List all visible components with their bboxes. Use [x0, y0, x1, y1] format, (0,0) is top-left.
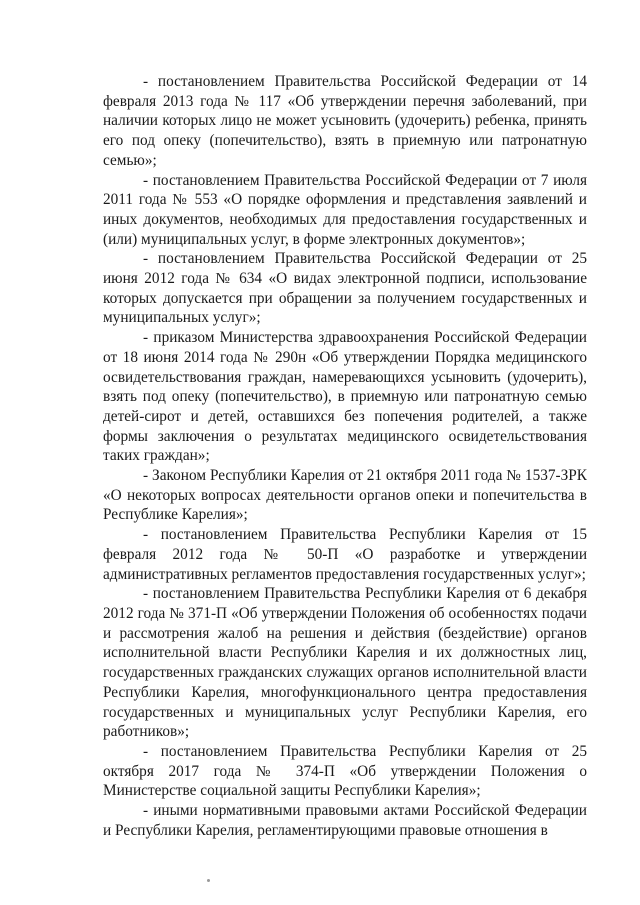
- legal-act-item: - Законом Республики Карелия от 21 октября 2011 года № 1537-ЗРК «О некоторых вопросах деятельности органов опеки и попечительства в Республике Карелия»;: [103, 467, 587, 524]
- legal-act-item: - постановлением Правительства Российской Федерации от 7 июля 2011 года № 553 «О порядке оформления и представления заявлений и иных документов, необходимых для предоставления государственных и (или) муниципальных услуг, в форме электронных документов»;: [103, 171, 587, 248]
- legal-act-item: - приказом Министерства здравоохранения Российской Федерации от 18 июня 2014 года № 290н «Об утверждении Порядка медицинского освидетельствования граждан, намеревающихся усыновить (удочерить), взять под опеку (попечительство), в приемную или патронатную семью детей-сирот и детей, оставшихся без попечения родителей, а также формы заключения о результатах медицинского освидетельствования таких граждан»;: [103, 329, 587, 465]
- legal-act-item: - иными нормативными правовыми актами Российской Федерации и Республики Карелия, регламентирующими правовые отношения в: [103, 802, 587, 839]
- legal-act-item: - постановлением Правительства Республики Карелия от 15 февраля 2012 года № 50-П «О разработке и утверждении административных регламентов предоставления государственных услуг»;: [103, 526, 587, 583]
- scan-speck: [207, 879, 210, 882]
- legal-act-item: - постановлением Правительства Российской Федерации от 14 февраля 2013 года № 117 «Об утверждении перечня заболеваний, при наличии которых лицо не может усыновить (удочерить) ребенка, принять его под опеку (попечительство), взять в приемную или патронатную семью»;: [103, 73, 587, 169]
- legal-act-item: - постановлением Правительства Республики Карелия от 6 декабря 2012 года № 371-П «Об утверждении Положения об особенностях подачи и рассмотрения жалоб на решения и действия (бездействие) органов исполнительной власти Республики Карелия и их должностных лиц, государственных гражданских служащих органов исполнительной власти Республики Карелия, многофункционального центра предоставления государственных и муниципальных услуг Республики Карелия, его работников»;: [103, 585, 587, 741]
- document-body: [103, 72, 587, 840]
- legal-act-item: - постановлением Правительства Российской Федерации от 25 июня 2012 года № 634 «О видах электронной подписи, использование которых допускается при обращении за получением государственных и муниципальных услуг»;: [103, 250, 587, 327]
- legal-act-item: - постановлением Правительства Республики Карелия от 25 октября 2017 года № 374-П «Об утверждении Положения о Министерстве социальной защиты Республики Карелия»;: [103, 742, 587, 800]
